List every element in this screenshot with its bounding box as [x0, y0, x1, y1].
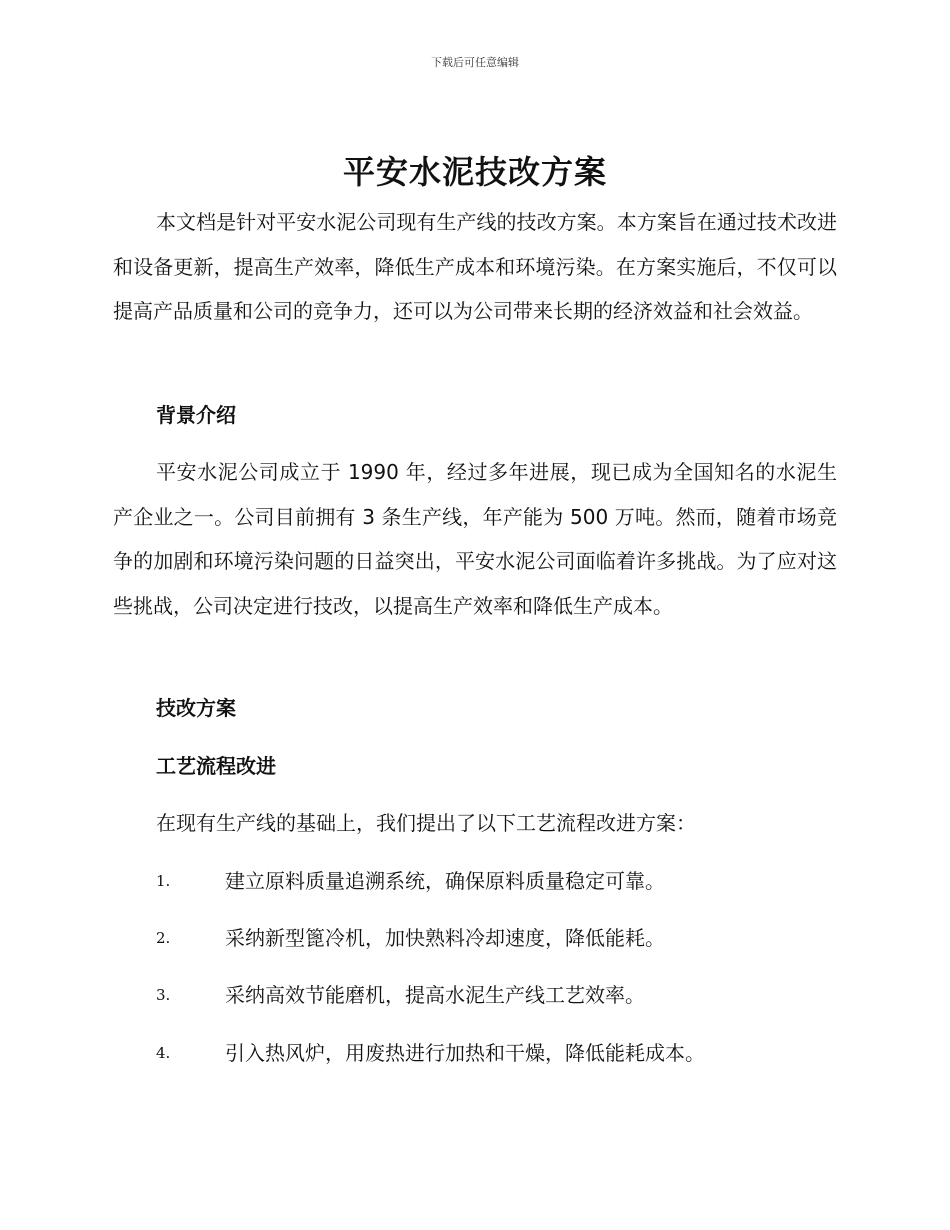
list-item-number: 4.	[156, 1044, 171, 1062]
list-item-text: 建立原料质量追溯系统，确保原料质量稳定可靠。	[225, 869, 665, 893]
list-item-number: 2.	[156, 929, 171, 947]
list-item-number: 1.	[156, 872, 171, 890]
page-header: 下载后可任意编辑	[431, 56, 519, 69]
process-intro: 在现有生产线的基础上，我们提出了以下工艺流程改进方案：	[156, 811, 696, 835]
intro-paragraph: 本文档是针对平安水泥公司现有生产线的技改方案。本方案旨在通过技术改进和设备更新，提高生产效率，降低生产成本和环境污染。在方案实施后，不仅可以提高产品质量和公司的竞争力，还可以为公司带来长期的经济效益和社会效益。	[113, 210, 837, 323]
background-heading: 背景介绍	[156, 403, 236, 427]
process-heading: 工艺流程改进	[156, 754, 276, 778]
plan-heading: 技改方案	[156, 696, 236, 720]
list-item-text: 引入热风炉，用废热进行加热和干燥，降低能耗成本。	[225, 1041, 705, 1065]
document-title: 平安水泥技改方案	[342, 153, 607, 191]
list-item-text: 采纳新型篦冷机，加快熟料冷却速度，降低能耗。	[225, 926, 665, 950]
background-paragraph: 平安水泥公司成立于 1990 年，经过多年进展，现已成为全国知名的水泥生产企业之一。公司目前拥有 3 条生产线，年产能为 500 万吨。然而，随着市场竞争的加剧和环境污染问题的日益突出，平安水泥公司面临着许多挑战。为了应对这些挑战，公司决定进行技改，以提高生产效率和降低生产成本。	[113, 460, 837, 618]
list-item-text: 采纳高效节能磨机，提高水泥生产线工艺效率。	[225, 983, 645, 1007]
list-item-number: 3.	[156, 986, 171, 1004]
